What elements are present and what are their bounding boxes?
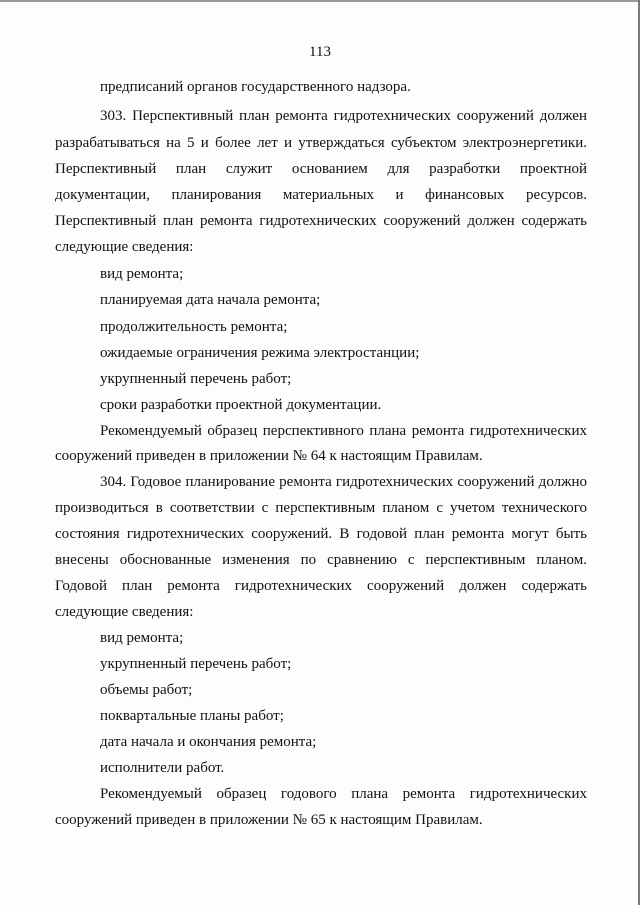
- text-line: сооружений приведен в приложении № 65 к настоящим Правилам.: [55, 812, 483, 828]
- text-line: Перспективный план ремонта гидротехнических сооружений должен содержать: [55, 213, 587, 229]
- text-line: разрабатываться на 5 и более лет и утверждаться субъектом электроэнергетики.: [55, 135, 587, 151]
- text-line: Годовой план ремонта гидротехнических сооружений должен содержать: [55, 578, 587, 594]
- list-item: продолжительность ремонта;: [100, 319, 288, 335]
- paragraph-304-first-line: 304. Годовое планирование ремонта гидротехнических сооружений должно: [100, 474, 587, 490]
- list-item: укрупненный перечень работ;: [100, 656, 292, 672]
- list-item: дата начала и окончания ремонта;: [100, 734, 317, 750]
- text-line: Рекомендуемый образец перспективного плана ремонта гидротехнических: [100, 423, 587, 439]
- text-line: сооружений приведен в приложении № 64 к настоящим Правилам.: [55, 448, 483, 464]
- text-line: следующие сведения:: [55, 239, 194, 255]
- list-item: ожидаемые ограничения режима электростанции;: [100, 345, 420, 361]
- text-line: следующие сведения:: [55, 604, 194, 620]
- text-line: Перспективный план служит основанием для разработки проектной: [55, 161, 587, 177]
- list-item: объемы работ;: [100, 682, 193, 698]
- text-line: состояния гидротехнических сооружений. В годовой план ремонта могут быть: [55, 526, 587, 542]
- text-line: Рекомендуемый образец годового плана ремонта гидротехнических: [100, 786, 587, 802]
- list-item: укрупненный перечень работ;: [100, 371, 292, 387]
- list-item: вид ремонта;: [100, 266, 184, 282]
- paragraph-303-first-line: 303. Перспективный план ремонта гидротехнических сооружений должен: [100, 108, 587, 124]
- scan-edge-top: [0, 0, 640, 2]
- list-item: планируемая дата начала ремонта;: [100, 292, 321, 308]
- text-line: документации, планирования материальных и финансовых ресурсов.: [55, 187, 587, 203]
- list-item: исполнители работ.: [100, 760, 225, 776]
- text-line: предписаний органов государственного надзора.: [100, 79, 411, 95]
- list-item: поквартальные планы работ;: [100, 708, 284, 724]
- text-line: производиться в соответствии с перспективным планом с учетом технического: [55, 500, 587, 516]
- text-line: внесены обоснованные изменения по сравнению с перспективным планом.: [55, 552, 587, 568]
- list-item: сроки разработки проектной документации.: [100, 397, 382, 413]
- page-number: 113: [309, 44, 331, 60]
- list-item: вид ремонта;: [100, 630, 184, 646]
